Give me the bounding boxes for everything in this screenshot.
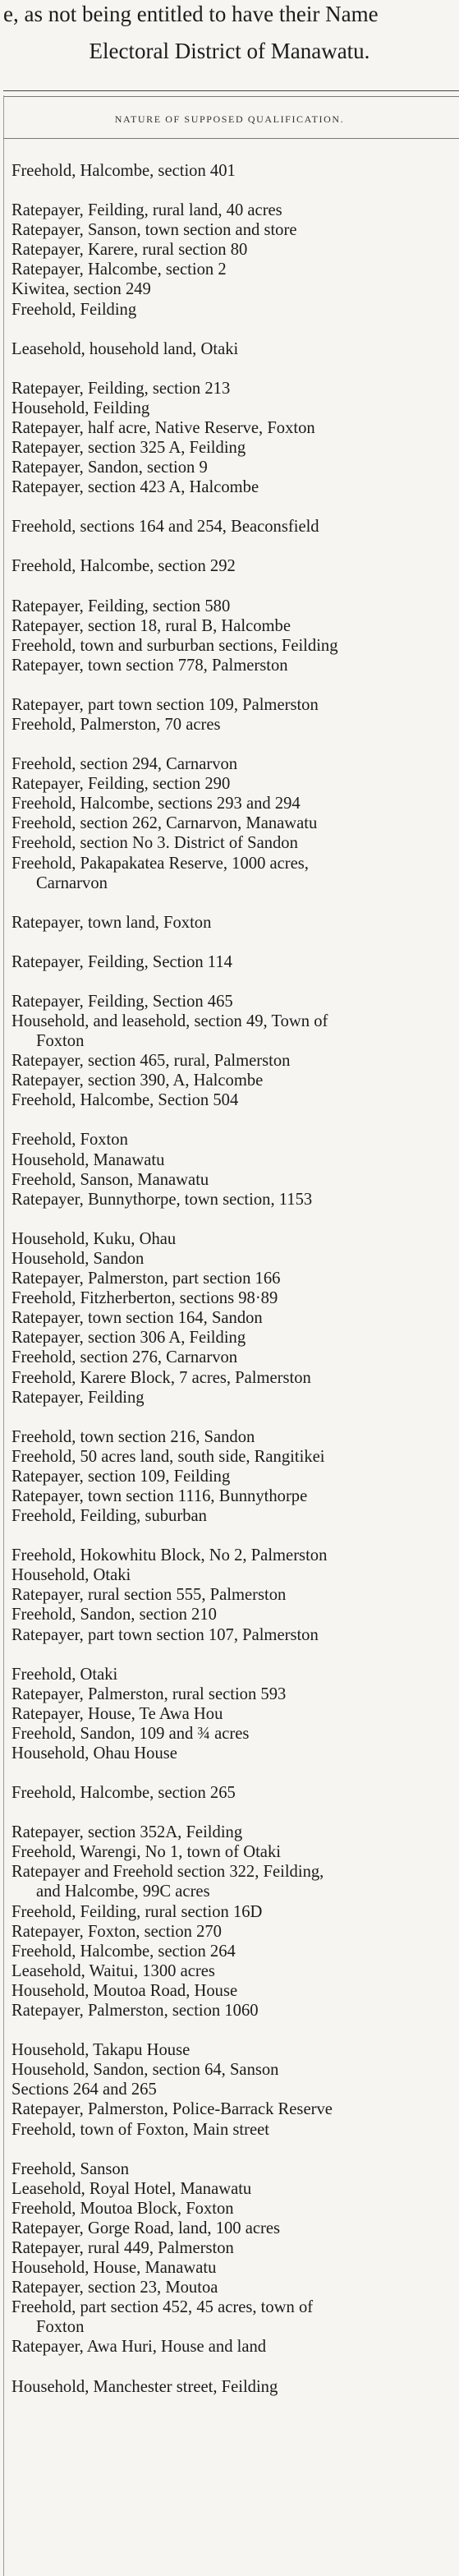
entry-text: Ratepayer, town section 164, Sandon [11, 1309, 263, 1328]
qualification-entry [11, 2238, 456, 2258]
entry-text: Freehold, 50 acres land, south side, Rangitikei [11, 1447, 325, 1466]
entry-gap [11, 1408, 456, 1427]
qualification-entry [11, 1783, 456, 1803]
entry-text: Ratepayer, Halcombe, section 2 [11, 260, 227, 279]
entry-text: Ratepayer, Feilding, section 290 [11, 775, 231, 794]
entry-text: Ratepayer, Feilding, Section 114 [11, 952, 232, 971]
entry-text: Ratepayer, Sanson, town section and store [11, 221, 297, 240]
qualification-entry [11, 2258, 456, 2278]
entry-text: Ratepayer, town section 1116, Bunnythorpe [11, 1486, 308, 1505]
qualification-entry [11, 1328, 456, 1348]
qualification-entry [11, 2199, 456, 2219]
entry-text: Ratepayer, Palmerston, section 1060 [11, 2002, 259, 2021]
entry-text: Ratepayer, Bunnythorpe, town section, 1153 [11, 1190, 313, 1209]
qualification-entry [11, 1506, 456, 1526]
entry-gap [11, 2357, 456, 2377]
entry-text: Freehold, Halcombe, section 401 [11, 162, 236, 180]
qualification-entry [11, 1348, 456, 1367]
qualification-entry [11, 1942, 456, 1961]
entry-gap [11, 2021, 456, 2040]
entry-text: Household, Manawatu [11, 1150, 165, 1169]
entry-text: Freehold, town section 216, Sandon [11, 1427, 255, 1446]
entry-text: Ratepayer, section 23, Moutoa [11, 2279, 218, 2297]
entry-gap [11, 1526, 456, 1546]
qualification-entry [11, 1981, 456, 2001]
entry-text: Ratepayer, Awa Huri, House and land [11, 2338, 267, 2357]
qualification-entry [11, 2040, 456, 2060]
entry-gap [11, 181, 456, 200]
qualification-list [11, 161, 456, 2397]
qualification-entry [11, 260, 456, 279]
qualification-entry [11, 1565, 456, 1585]
entry-gap [11, 537, 456, 556]
entry-text: Ratepayer, Palmerston, rural section 593 [11, 1684, 287, 1703]
qualification-entry [11, 279, 456, 299]
qualification-entry [11, 1744, 456, 1763]
entry-text: Freehold, town and surburban sections, Feilding [11, 636, 338, 655]
qualification-entry [11, 2297, 456, 2337]
entry-text: Freehold, Halcombe, sections 293 and 294 [11, 795, 301, 813]
qualification-entry [11, 616, 456, 636]
qualification-entry [11, 1467, 456, 1486]
entry-text: Ratepayer, half acre, Native Reserve, Foxton [11, 418, 315, 437]
entry-gap [11, 735, 456, 754]
entry-text: Ratepayer, section 325 A, Feilding [11, 439, 246, 458]
entry-text: Freehold, part section 452, 45 acres, town of [11, 2298, 314, 2317]
qualification-entry [11, 1368, 456, 1388]
qualification-entry [11, 517, 456, 537]
entry-text: Freehold, Palmerston, 70 acres [11, 715, 221, 734]
entry-text: Ratepayer and Freehold section 322, Feilding, [11, 1863, 324, 1882]
entry-text: Freehold, Hokowhitu Block, No 2, Palmerston [11, 1546, 328, 1565]
entry-text: Ratepayer, Karere, rural section 80 [11, 241, 248, 260]
qualification-entry [11, 1546, 456, 1565]
qualification-entry [11, 636, 456, 656]
qualification-entry [11, 1249, 456, 1269]
entry-text: Household, Manchester street, Feilding [11, 2377, 278, 2396]
qualification-entry [11, 2219, 456, 2238]
entry-text: Ratepayer, section 109, Feilding [11, 1467, 231, 1486]
entry-text: Household, Takapu House [11, 2041, 190, 2060]
entry-text: Household, Kuku, Ohau [11, 1229, 177, 1248]
qualification-entry [11, 1308, 456, 1328]
qualification-entry [11, 2060, 456, 2080]
qualification-entry [11, 1665, 456, 1684]
header-line-1: e, as not being entitled to have their Name [3, 2, 379, 26]
entry-text: Freehold, Pakapakatea Reserve, 1000 acres, [11, 854, 309, 873]
entry-text: Ratepayer, section 390, A, Halcombe [11, 1071, 264, 1090]
entry-text: Household, Feilding [11, 399, 150, 417]
qualification-entry [11, 2159, 456, 2179]
entry-text: Ratepayer, section 465, rural, Palmerston [11, 1052, 291, 1071]
entry-text: Leasehold, Waitui, 1300 acres [11, 1961, 215, 1980]
qualification-entry [11, 220, 456, 240]
entry-text: Freehold, Sandon, section 210 [11, 1606, 217, 1624]
qualification-entry [11, 1130, 456, 1150]
entry-text: Freehold, section 276, Carnarvon [11, 1348, 238, 1367]
entry-text: Freehold, section No 3. District of Sandon [11, 834, 298, 853]
entry-gap [11, 1763, 456, 1783]
qualification-entry [11, 2278, 456, 2297]
entry-gap [11, 320, 456, 339]
entry-text: Ratepayer, town section 778, Palmerston [11, 656, 288, 675]
qualification-entry [11, 1486, 456, 1506]
qualification-entry [11, 833, 456, 853]
entry-text: Kiwitea, section 249 [11, 280, 151, 299]
entry-text: Ratepayer, House, Te Awa Hou [11, 1704, 223, 1723]
qualification-entry [11, 240, 456, 260]
entry-text: Household, House, Manawatu [11, 2259, 217, 2278]
qualification-entry [11, 1724, 456, 1744]
qualification-entry [11, 656, 456, 675]
qualification-entry [11, 1961, 456, 1981]
qualification-entry [11, 458, 456, 477]
entry-gap [11, 577, 456, 597]
qualification-entry [11, 1704, 456, 1724]
qualification-entry [11, 794, 456, 813]
entry-text: Ratepayer, Gorge Road, land, 100 acres [11, 2219, 281, 2237]
qualification-entry [11, 1684, 456, 1704]
qualification-entry [11, 1427, 456, 1447]
entry-text: Ratepayer, Feilding, rural land, 40 acres [11, 201, 282, 220]
entry-gap [11, 972, 456, 992]
qualification-entry [11, 2001, 456, 2021]
qualification-entry [11, 913, 456, 933]
entry-text: Leasehold, Royal Hotel, Manawatu [11, 2179, 252, 2198]
entry-text: Sections 264 and 265 [11, 2081, 157, 2099]
entry-gap [11, 893, 456, 913]
qualification-entry [11, 399, 456, 418]
header-district-title: Electoral District of Manawatu. [89, 39, 370, 63]
entry-continuation: and Halcombe, 99C acres [36, 1882, 210, 1901]
entry-text: Ratepayer, Sandon, section 9 [11, 459, 208, 477]
entry-text: Freehold, section 262, Carnarvon, Manawatu [11, 814, 318, 833]
entry-gap [11, 359, 456, 379]
qualification-entry [11, 1071, 456, 1090]
qualification-entry [11, 1585, 456, 1605]
entry-text: Freehold, Warengi, No 1, town of Otaki [11, 1843, 281, 1862]
qualification-entry [11, 339, 456, 359]
entry-gap [11, 2140, 456, 2159]
entry-text: Freehold, Karere Block, 7 acres, Palmerston [11, 1368, 311, 1387]
qualification-entry [11, 1051, 456, 1071]
qualification-entry [11, 379, 456, 399]
qualification-entry [11, 438, 456, 458]
entry-text: Freehold, Halcombe, section 292 [11, 557, 236, 576]
qualification-entry [11, 1090, 456, 1110]
entry-text: Freehold, Halcombe, Section 504 [11, 1091, 239, 1110]
entry-text: Freehold, Halcombe, section 265 [11, 1784, 236, 1803]
entry-text: Freehold, Sandon, 109 and ¾ acres [11, 1724, 250, 1743]
entry-text: Household, and leasehold, section 49, Town of [11, 1012, 328, 1030]
entry-text: Freehold, town of Foxton, Main street [11, 2120, 270, 2139]
qualification-entry [11, 1902, 456, 1922]
entry-text: Ratepayer, Feilding [11, 1388, 145, 1407]
qualification-entry [11, 1922, 456, 1942]
entry-text: Household, Ohau House [11, 1744, 177, 1763]
entry-gap [11, 1210, 456, 1229]
qualification-entry [11, 854, 456, 893]
qualification-entry [11, 952, 456, 972]
entry-continuation: Foxton [36, 1032, 85, 1051]
entry-text: Ratepayer, part town section 107, Palmerston [11, 1625, 319, 1644]
entry-text: Ratepayer, Feilding, section 213 [11, 379, 231, 398]
entry-gap [11, 497, 456, 517]
qualification-entry [11, 2120, 456, 2140]
qualification-entry [11, 1012, 456, 1051]
entry-text: Ratepayer, section 306 A, Feilding [11, 1329, 246, 1348]
qualification-entry [11, 200, 456, 220]
qualification-entry [11, 1862, 456, 1901]
entry-text: Ratepayer, Foxton, section 270 [11, 1922, 222, 1941]
qualification-entry [11, 1625, 456, 1645]
qualification-entry [11, 1447, 456, 1467]
entry-text: Ratepayer, town land, Foxton [11, 913, 212, 932]
qualification-entry [11, 2377, 456, 2397]
qualification-entry [11, 477, 456, 497]
entry-text: Ratepayer, rural section 555, Palmerston [11, 1586, 287, 1605]
qualification-entry [11, 813, 456, 833]
entry-text: Freehold, Feilding, rural section 16D [11, 1902, 263, 1921]
entry-text: Freehold, Foxton [11, 1131, 128, 1150]
qualification-entry [11, 597, 456, 616]
column-rule [3, 95, 4, 2576]
qualification-entry [11, 2179, 456, 2199]
qualification-entry [11, 300, 456, 320]
qualification-entry [11, 1288, 456, 1308]
entry-text: Ratepayer, Feilding, Section 465 [11, 992, 233, 1011]
entry-text: Freehold, section 294, Carnarvon [11, 755, 238, 774]
qualification-entry [11, 2099, 456, 2119]
entry-text: Household, Sandon, section 64, Sanson [11, 2061, 279, 2080]
entry-text: Ratepayer, Feilding, section 580 [11, 597, 231, 615]
entry-continuation: Carnarvon [36, 873, 108, 892]
entry-text: Household, Otaki [11, 1566, 131, 1585]
qualification-entry [11, 695, 456, 715]
qualification-entry [11, 1170, 456, 1190]
entry-text: Ratepayer, part town section 109, Palmerston [11, 695, 319, 714]
qualification-entry [11, 161, 456, 181]
entry-gap [11, 1645, 456, 1665]
entry-text: Household, Moutoa Road, House [11, 1981, 238, 2000]
entry-continuation: Foxton [36, 2318, 85, 2337]
qualification-entry [11, 2080, 456, 2099]
double-rule [3, 90, 459, 97]
qualification-entry [11, 1190, 456, 1210]
entry-text: Freehold, sections 164 and 254, Beaconsfield [11, 518, 319, 537]
entry-text: Freehold, Feilding [11, 300, 137, 319]
entry-text: Ratepayer, Palmerston, part section 166 [11, 1270, 281, 1288]
column-heading: NATURE OF SUPPOSED QUALIFICATION. [114, 113, 345, 125]
entry-text: Freehold, Sanson, Manawatu [11, 1170, 209, 1189]
entry-text: Freehold, Sanson [11, 2159, 129, 2178]
qualification-entry [11, 1842, 456, 1862]
qualification-entry [11, 1269, 456, 1288]
qualification-entry [11, 1229, 456, 1249]
entry-text: Ratepayer, rural 449, Palmerston [11, 2238, 234, 2257]
qualification-entry [11, 715, 456, 735]
entry-gap [11, 1803, 456, 1823]
entry-gap [11, 1110, 456, 1130]
entry-text: Ratepayer, section 18, rural B, Halcombe [11, 616, 291, 635]
qualification-entry [11, 1823, 456, 1842]
qualification-entry [11, 418, 456, 438]
entry-text: Household, Sandon [11, 1249, 145, 1268]
heading-rule [3, 138, 459, 139]
entry-text: Freehold, Fitzherberton, sections 98·89 [11, 1289, 278, 1308]
qualification-entry [11, 1605, 456, 1624]
entry-text: Freehold, Moutoa Block, Foxton [11, 2199, 234, 2218]
qualification-entry [11, 992, 456, 1012]
entry-gap [11, 933, 456, 952]
qualification-entry [11, 1388, 456, 1408]
entry-text: Freehold, Halcombe, section 264 [11, 1942, 236, 1961]
qualification-entry [11, 556, 456, 576]
qualification-entry [11, 754, 456, 774]
entry-text: Ratepayer, section 352A, Feilding [11, 1823, 243, 1842]
entry-text: Leasehold, household land, Otaki [11, 339, 239, 358]
entry-text: Ratepayer, section 423 A, Halcombe [11, 478, 259, 497]
entry-text: Ratepayer, Palmerston, Police-Barrack Reserve [11, 2100, 333, 2119]
qualification-entry [11, 774, 456, 794]
qualification-entry [11, 1150, 456, 1170]
qualification-entry [11, 2337, 456, 2357]
entry-gap [11, 675, 456, 695]
entry-text: Freehold, Otaki [11, 1665, 118, 1684]
entry-text: Freehold, Feilding, suburban [11, 1507, 207, 1526]
